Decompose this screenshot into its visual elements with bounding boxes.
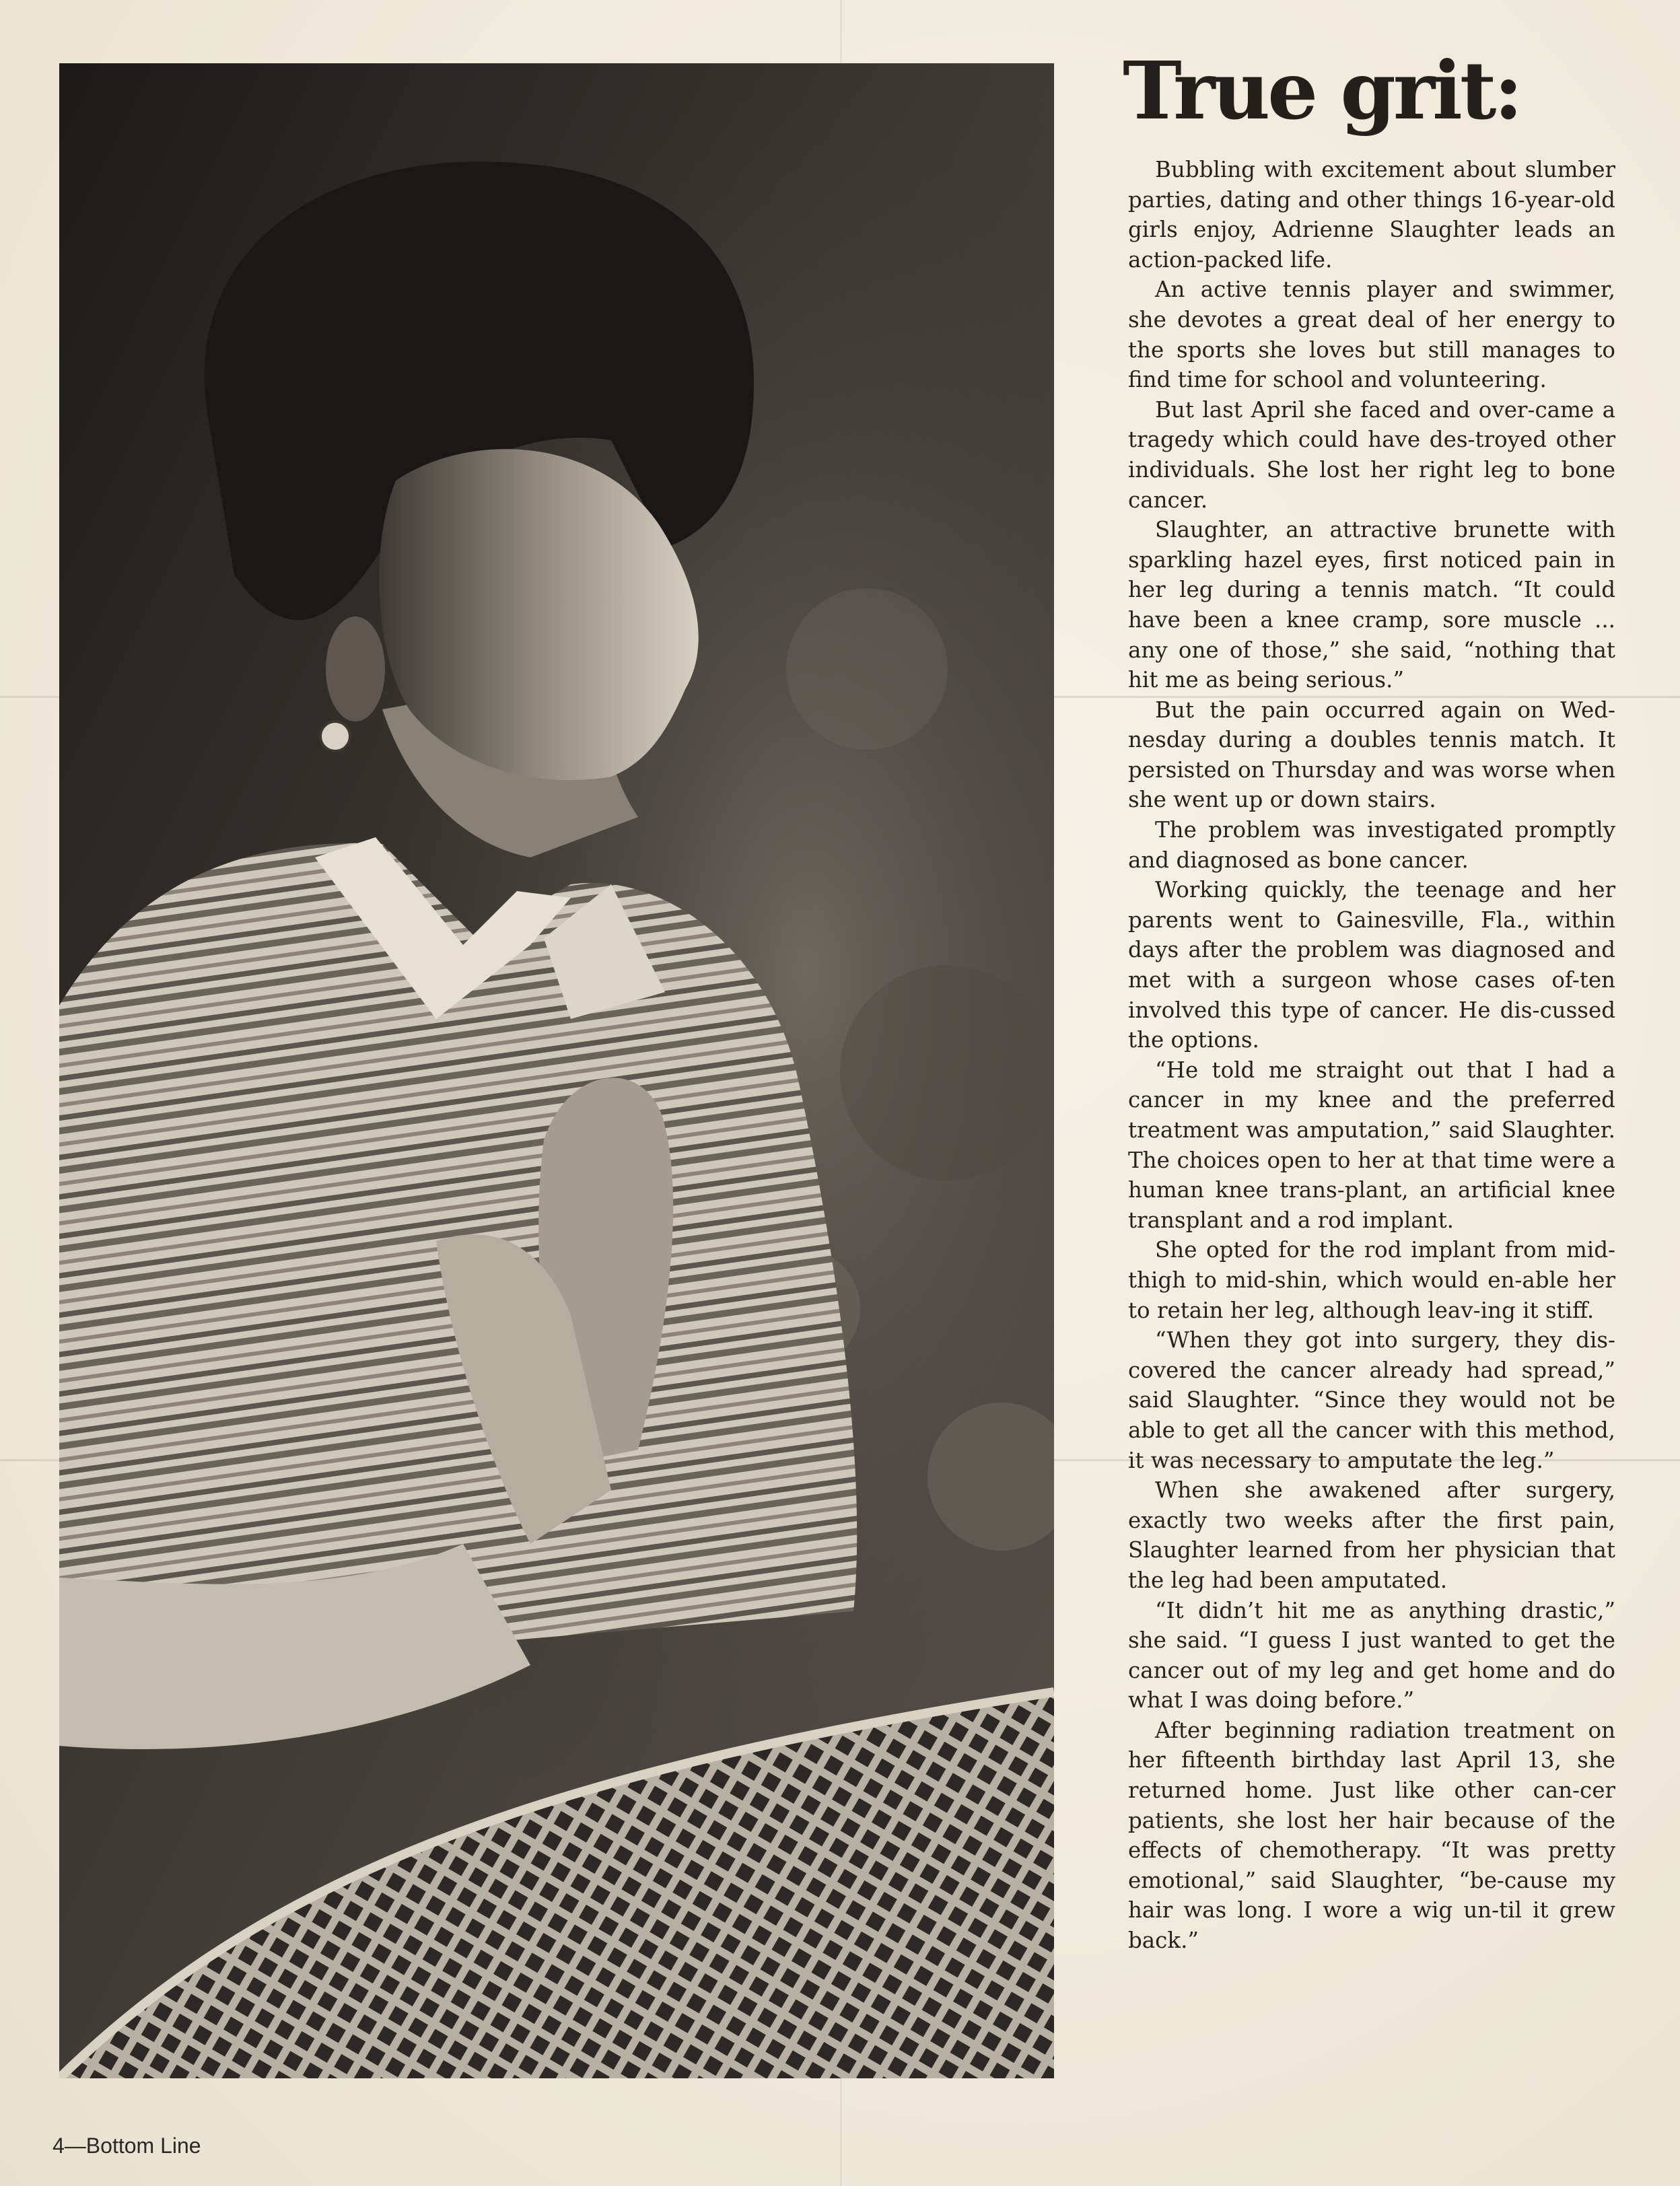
article-paragraph: But the pain occurred again on Wed-nesday during a doubles tennis match. It persisted on Thursday and was worse when she went up or down stairs. xyxy=(1128,697,1615,813)
article-paragraph: Working quickly, the teenage and her parents went to Gainesville, Fla., within days after the problem was diagnosed and met with a surgeon whose cases of-ten involved this type of cancer. He dis-cussed the options. xyxy=(1128,877,1615,1053)
article-paragraph: “When they got into surgery, they dis-covered the cancer already had spread,” said Slaughter. “Since they would not be able to get all the cancer with this method, it was necessary to amputate the leg.” xyxy=(1128,1327,1615,1473)
article-paragraph: The problem was investigated promptly and diagnosed as bone cancer. xyxy=(1128,817,1615,873)
article-paragraph: An active tennis player and swimmer, she devotes a great deal of her energy to the sports she loves but still manages to find time for school and volunteering. xyxy=(1128,277,1615,393)
page-number-footer: 4—Bottom Line xyxy=(53,2134,201,2158)
headline: True grit: xyxy=(1123,44,1520,137)
article-paragraph: After beginning radiation treatment on her fifteenth birthday last April 13, she returned home. Just like other can-cer patients, she lost her hair because of the effects of chemotherapy. “It was pretty emotional,” said Slaughter, “be-cause my hair was long. I wore a wig un-til it grew back.” xyxy=(1128,1717,1615,1954)
article-paragraph: “He told me straight out that I had a cancer in my knee and the preferred treatment was amputation,” said Slaughter. The choices open to her at that time were a human knee trans-plant, an artificial knee transplant and a rod implant. xyxy=(1128,1057,1615,1233)
portrait-photo xyxy=(59,63,1054,2078)
article-paragraph: Bubbling with excitement about slumber parties, dating and other things 16-year-old girls enjoy, Adrienne Slaughter leads an action-packed life. xyxy=(1128,157,1615,273)
article-paragraph: Slaughter, an attractive brunette with sparkling hazel eyes, first noticed pain in her leg during a tennis match. “It could have been a knee cramp, sore muscle ... any one of those,” she said, “nothing that hit me as being serious.” xyxy=(1128,517,1615,693)
article-paragraph: When she awakened after surgery, exactly two weeks after the first pain, Slaughter learned from her physician that the leg had been amputated. xyxy=(1128,1477,1615,1593)
article-paragraph: “It didn’t hit me as anything drastic,” she said. “I guess I just wanted to get the cancer out of my leg and get home and do what I was doing before.” xyxy=(1128,1597,1615,1714)
article-paragraph: But last April she faced and over-came a tragedy which could have des-troyed other individuals. She lost her right leg to bone cancer. xyxy=(1128,396,1615,513)
article-paragraph: She opted for the rod implant from mid-thigh to mid-shin, which would en-able her to retain her leg, although leav-ing it stiff. xyxy=(1128,1237,1615,1323)
article-body xyxy=(1128,155,1615,1956)
